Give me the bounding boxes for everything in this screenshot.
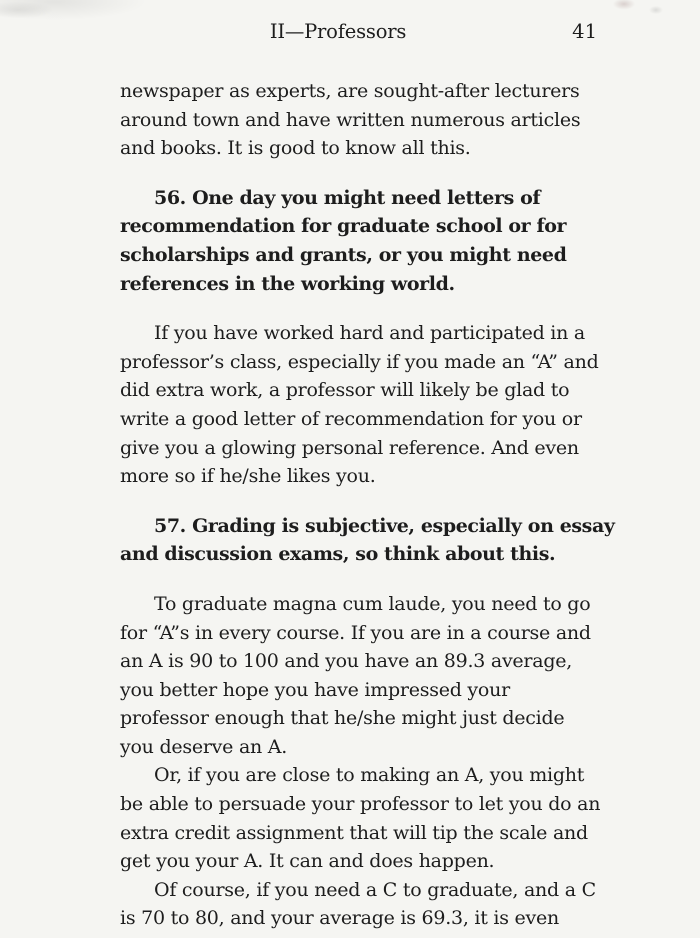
text-line: scholarships and grants, or you might need xyxy=(120,243,567,266)
text-line: professor enough that he/she might just decide xyxy=(120,707,565,730)
text-line: you deserve an A. xyxy=(120,735,288,758)
text-line: an A is 90 to 100 and you have an 89.3 average, xyxy=(120,650,573,673)
text-line: newspaper as experts, are sought-after lecturers xyxy=(120,80,580,102)
section-heading xyxy=(120,184,612,298)
text-column xyxy=(120,77,615,933)
text-line: recommendation for graduate school or for xyxy=(120,215,567,238)
text-line: for “A”s in every course. If you are in a course and xyxy=(120,621,591,644)
text-line: Or, if you are close to making an A, you might xyxy=(154,764,585,787)
running-title: II—Professors xyxy=(269,20,407,43)
text-line: be able to persuade your professor to let you do an xyxy=(120,793,601,816)
text-line: you better hope you have impressed your xyxy=(120,678,510,701)
text-line: 56. One day you might need letters of xyxy=(154,186,541,209)
text-line: To graduate magna cum laude, you need to go xyxy=(154,592,591,615)
text-line: did extra work, a professor will likely be glad to xyxy=(120,379,570,402)
text-line: references in the working world. xyxy=(120,272,455,295)
body-paragraph xyxy=(120,876,612,933)
text-line: more so if he/she likes you. xyxy=(120,465,376,488)
body-paragraph xyxy=(120,319,612,491)
body-paragraph xyxy=(120,761,612,875)
text-line: 57. Grading is subjective, especially on essay xyxy=(154,514,615,537)
text-line: If you have worked hard and participated in a xyxy=(154,322,585,345)
text-line: and discussion exams, so think about this. xyxy=(120,543,556,566)
text-line: is 70 to 80, and your average is 69.3, it is even xyxy=(120,907,559,930)
text-line: extra credit assignment that will tip the scale and xyxy=(120,821,588,844)
text-line: around town and have written numerous articles xyxy=(120,108,581,131)
text-line: professor’s class, especially if you made an “A” and xyxy=(120,350,599,373)
text-line: give you a glowing personal reference. And even xyxy=(120,436,579,459)
text-line: and books. It is good to know all this. xyxy=(120,137,471,160)
body-paragraph xyxy=(120,77,612,163)
text-line: Of course, if you need a C to graduate, and a C xyxy=(154,878,596,901)
section-heading xyxy=(120,512,615,569)
text-line: get you your A. It can and does happen. xyxy=(120,850,495,873)
text-line: write a good letter of recommendation for you or xyxy=(120,407,582,430)
page-number: 41 xyxy=(572,20,597,43)
body-paragraph xyxy=(120,590,612,762)
